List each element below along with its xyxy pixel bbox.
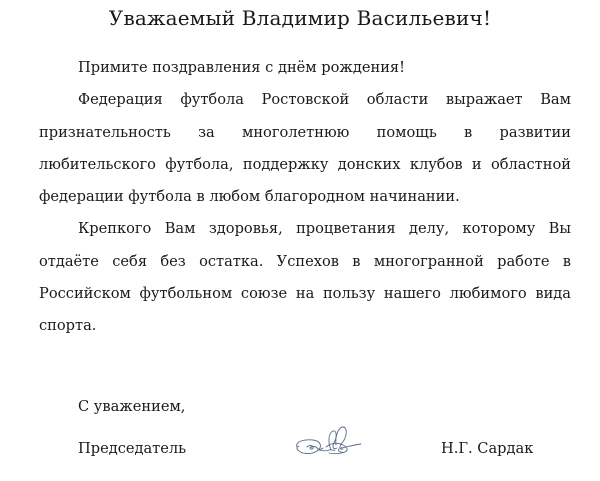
salutation-heading: Уважаемый Владимир Васильевич! <box>108 6 492 30</box>
closing-phrase: С уважением, <box>78 398 186 415</box>
greeting-paragraph: Примите поздравления с днём рождения! <box>78 59 405 76</box>
signer-name: Н.Г. Сардак <box>441 440 534 457</box>
gratitude-paragraph: Федерация футбола Ростовской области выражает Вам признательность за многолетнюю помощь в развитии любительского футбола, поддержку донских клубов и областной федерации футбола в любом благородном начинании. <box>39 91 571 206</box>
wishes-paragraph: Крепкого Вам здоровья, процветания делу, которому Вы отдаёте себя без остатка. Успехов в многогранной работе в Российском футбольном союзе на пользу нашего любимого вида спорта. <box>39 220 571 335</box>
signer-position: Председатель <box>78 440 187 457</box>
handwritten-signature-icon <box>293 423 363 461</box>
letter-body <box>39 52 571 343</box>
